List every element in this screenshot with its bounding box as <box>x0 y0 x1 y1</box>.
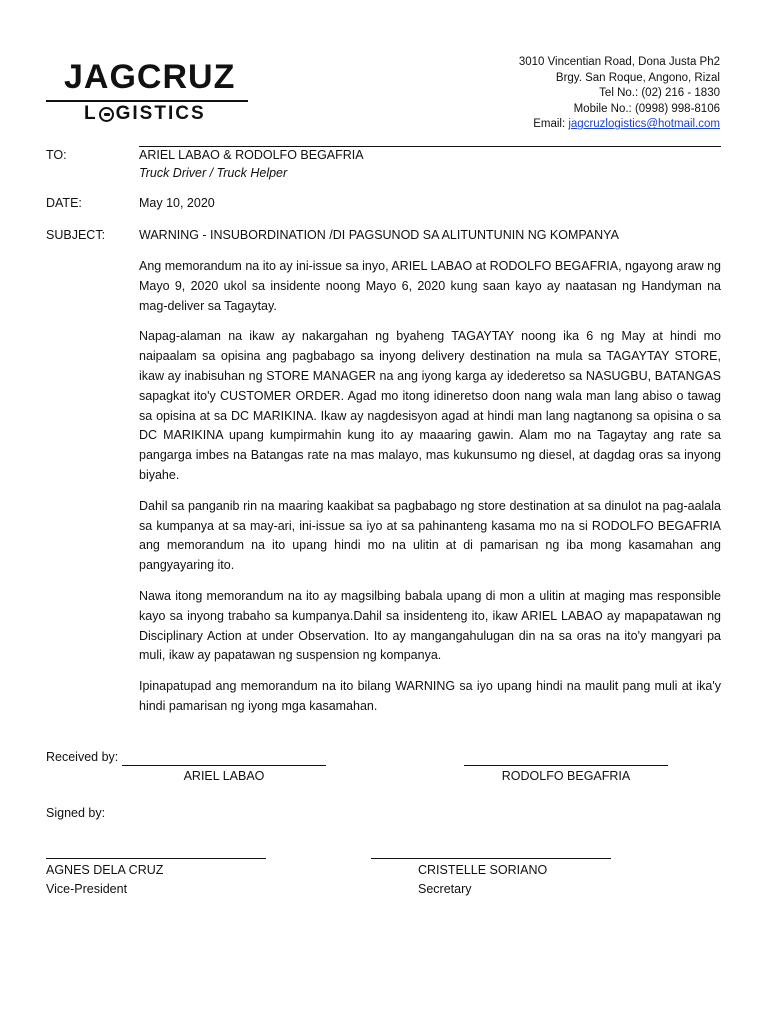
subject-label: SUBJECT: <box>46 228 106 242</box>
logo-rule <box>46 100 248 102</box>
paragraph-5: Ipinapatupad ang memorandum na ito bilang WARNING sa iyo upang hindi na maulit pang muli at ika'y hindi pamarisan ng iyong mga kasamahan. <box>139 679 721 713</box>
paragraph-3: Dahil sa panganib rin na maaring kaakibat sa pagbabago ng store destination at sa dinulot na pag-aalala sa kumpanya at sa may-ari, ini-issue sa iyo at sa pahinanteng kasama mo na si RODOLFO BEGAFRIA ang memorandum na ito upang hindi mo na ulitin at di pamarisan ng iba mong kasamahan ang pangyayaring ito. <box>139 498 721 573</box>
paragraph-2: Napag-alaman na ikaw ay nakargahan ng byaheng TAGAYTAY noong ika 6 ng May at hindi mo naipaalam sa opisina ang pagbabago sa inyong delivery destination na mula sa TAGAYTAY STORE, ikaw ay inabisuhan ng STORE MANAGER na ang iyong karga ay idederetso sa NASUGBU, BATANGAS sapagkat ito'y CUSTOMER ORDER. Agad mo itong idineretso doon nang wala man lang abiso o tawag sa opisina at sa DC MARIKINA. Ikaw ay nagdesisyon agad at hindi man lang nagtanong sa opisina o sa DC MARIKINA upang kumpirmahin kung ito ay maaaring gawin. Alam mo na Tagaytay ang rate sa pangarga imbes na Batangas rate na mas malayo, mas kukunsumo ng diesel, at dagdag oras sa inyong biyahe. <box>139 329 721 482</box>
subject-value: WARNING - INSUBORDINATION /DI PAGSUNOD SA ALITUNTUNIN NG KOMPANYA <box>139 228 619 242</box>
date-value: May 10, 2020 <box>139 196 215 210</box>
signer-line-2 <box>371 858 611 859</box>
logo-letters-gistics: GISTICS <box>115 103 206 124</box>
logo-name-top: JAGCRUZ <box>64 58 236 96</box>
email-link[interactable]: jagcruzlogistics@hotmail.com <box>568 118 720 131</box>
signer-2-name: CRISTELLE SORIANO <box>418 863 548 877</box>
email-label: Email: <box>533 118 569 131</box>
company-logo <box>46 58 256 128</box>
received-name-1: ARIEL LABAO <box>183 769 265 783</box>
address-line-2: Brgy. San Roque, Angono, Rizal <box>555 71 720 84</box>
paragraph-1: Ang memorandum na ito ay ini-issue sa inyo, ARIEL LABAO at RODOLFO BEGAFRIA, ngayong araw ng Mayo 9, 2020 ukol sa insidente noong Mayo 6, 2020 kung saan kayo ay naatasan ng Handyman na mag-deliver sa Tagaytay. <box>139 259 721 313</box>
mobile: Mobile No.: (0998) 998-8106 <box>573 102 720 115</box>
signer-1-title: Vice-President <box>46 882 128 896</box>
memo-body <box>139 257 721 728</box>
signer-line-1 <box>46 858 266 859</box>
logo-letter-l: L <box>84 103 98 124</box>
header-divider <box>139 146 721 147</box>
received-by-label: Received by: <box>46 750 119 764</box>
telephone: Tel No.: (02) 216 - 1830 <box>599 87 720 100</box>
date-label: DATE: <box>46 196 82 210</box>
to-label: TO: <box>46 148 67 162</box>
email-row <box>519 117 720 133</box>
address-line-1: 3010 Vincentian Road, Dona Justa Ph2 <box>518 56 720 68</box>
logo-name-bottom <box>84 103 206 125</box>
paragraph-4: Nawa itong memorandum na ito ay magsilbing babala upang di mon a ulitin at maging mas responsible kayo sa inyong trabaho sa kumpanya.Dahil sa insidenteng ito, ikaw ARIEL LABAO ay mapapatawan ng Disciplinary Action at under Observation. Ito ay mangangahulugan din na sa oras na ito'y mangyari pa muli, ikaw ay papatawan ng suspension ng kompanya. <box>139 588 721 663</box>
received-signature-line-2 <box>464 765 668 766</box>
company-address <box>519 55 720 133</box>
received-name-2: RODOLFO BEGAFRIA <box>501 769 631 783</box>
to-name: ARIEL LABAO & RODOLFO BEGAFRIA <box>139 148 364 162</box>
signer-1-name: AGNES DELA CRUZ <box>46 863 164 877</box>
signer-2-title: Secretary <box>418 882 472 896</box>
to-role: Truck Driver / Truck Helper <box>139 166 288 180</box>
truck-icon <box>99 107 114 122</box>
received-signature-line-1 <box>122 765 326 766</box>
signed-by-label: Signed by: <box>46 806 106 820</box>
